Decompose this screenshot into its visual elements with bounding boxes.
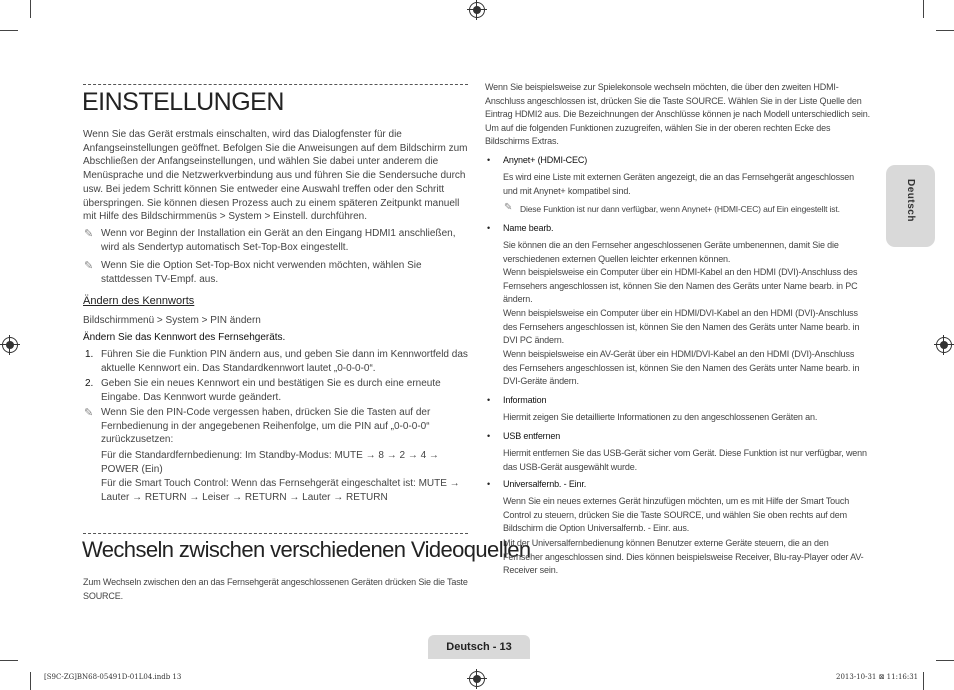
crop-mark: [0, 30, 18, 31]
item-text-name-bearb-2: Wenn beispielsweise ein Computer über ein HDMI-Kabel an den HDMI (DVI)-Anschluss des Fernsehers angeschlossen ist, können Sie den Namen des Geräts unter Name bearb. in PC ändern.: [503, 267, 858, 305]
item-title-anynet: Anynet+ (HDMI-CEC): [503, 155, 588, 165]
item-title-information: Information: [503, 395, 547, 405]
section-divider: [83, 533, 468, 534]
crop-mark: [923, 672, 924, 690]
remote-smart-touch: Für die Smart Touch Control: Wenn das Fernsehgerät eingeschaltet ist: MUTE → Lauter → RETURN → Leiser → RETURN → Lauter → RETURN: [101, 478, 460, 503]
crop-mark: [923, 0, 924, 18]
item-text-name-bearb: Sie können die an den Fernseher angeschlossenen Geräte umbenennen, damit Sie die verschiedenen externen Quellen leichter erkennen können.: [503, 240, 839, 264]
pencil-note-icon: ✎: [504, 202, 513, 213]
side-tab-label: Deutsch: [905, 179, 916, 222]
crop-mark: [936, 30, 954, 31]
pencil-note-icon: ✎: [84, 228, 94, 240]
item-text-usb: Hiermit entfernen Sie das USB-Gerät sicher vom Gerät. Diese Funktion ist nur verfügbar, wenn das USB-Gerät ausgewählt wurde.: [503, 448, 867, 472]
item-text-information: Hiermit zeigen Sie detaillierte Informationen zu den angeschlossenen Geräten an.: [503, 412, 818, 422]
step-2: Geben Sie ein neues Kennwort ein und bestätigen Sie es durch eine erneute Eingabe. Das Kennwort wurde geändert.: [101, 378, 441, 403]
switch-source-text: Zum Wechseln zwischen den an das Fernsehgerät angeschlossenen Geräten drücken Sie die Taste SOURCE.: [83, 577, 468, 601]
step-number: 1.: [85, 349, 94, 360]
page-number-tab: Deutsch - 13: [428, 635, 530, 659]
section-heading-videoquellen: Wechseln zwischen verschiedenen Videoquellen: [82, 537, 531, 562]
right-intro: Wenn Sie beispielsweise zur Spielekonsole wechseln möchten, die über den zweiten HDMI-Anschluss angeschlossen ist, drücken Sie die Taste SOURCE. Wählen Sie in der Liste Quelle den Eintrag HDMI2 aus. Die Bezeichnungen der Anschlüsse können je nach Modell unterschiedlich sein. Um auf die folgenden Funktionen zuzugreifen, wählen Sie in der oberen rechten Ecke des Bildschirms Extras.: [485, 82, 870, 147]
item-note-anynet: Diese Funktion ist nur dann verfügbar, wenn Anynet+ (HDMI-CEC) auf Ein eingestellt ist.: [520, 204, 840, 214]
intro-paragraph: Wenn Sie das Gerät erstmals einschalten, wird das Dialogfenster für die Anfangseinstellungen geöffnet. Befolgen Sie die Anweisungen auf dem Bildschirm zum Abschließen der Anfangseinstellungen, und wählen Sie dabei unter anderem die Menüsprache und die Netzwerkverbindung aus und führen Sie die Sendersuche durch usw. Bei jedem Schritt können Sie entweder eine Auswahl treffen oder den Schritt überspringen. Sie können diesen Prozess auch zu einem späteren Zeitpunkt manuell mit Hilfe des Bildschirmmenüs > System > Einstell. durchführen.: [83, 129, 468, 223]
note-set-top-box: Wenn Sie die Option Set-Top-Box nicht verwenden möchten, wählen Sie stattdessen TV-Empf. aus.: [101, 260, 422, 285]
note-hdmi1: Wenn vor Beginn der Installation ein Gerät an den Eingang HDMI1 anschließen, wird als Sendertyp automatisch Set-Top-Box eingestellt.: [101, 228, 456, 253]
bullet: •: [487, 431, 491, 441]
crop-mark: [936, 660, 954, 661]
note-pin-reset: Wenn Sie den PIN-Code vergessen haben, drücken Sie die Tasten auf der Fernbedienung in der angegebenen Reihenfolge, um die PIN auf „0-0-0-0“ zurückzusetzen:: [101, 407, 431, 446]
step-1: Führen Sie die Funktion PIN ändern aus, und geben Sie dann im Kennwortfeld das aktuelle Kennwort ein. Das Standardkennwort lautet „0-0-0-0“.: [101, 349, 468, 374]
registration-mark-icon: [469, 671, 485, 687]
registration-mark-icon: [2, 337, 18, 353]
item-text-anynet: Es wird eine Liste mit externen Geräten angezeigt, die an das Fernsehgerät angeschlossen und mit Anynet+ kompatibel sind.: [503, 172, 855, 196]
pencil-note-icon: ✎: [84, 407, 94, 419]
registration-mark-icon: [469, 2, 485, 18]
item-text-name-bearb-3: Wenn beispielsweise ein Computer über ein HDMI/DVI-Kabel an den HDMI (DVI)-Anschluss des Fernsehers angeschlossen ist, können Sie den Namen des Geräts unter Name bearb. in DVI PC ändern.: [503, 308, 860, 346]
sub-heading-kennwort: Ändern des Kennworts: [83, 295, 195, 307]
bullet: •: [487, 395, 491, 405]
pencil-note-icon: ✎: [84, 260, 94, 272]
item-text-name-bearb-4: Wenn beispielsweise ein AV-Gerät über ein HDMI/DVI-Kabel an den HDMI (DVI)-Anschluss des Fernsehers angeschlossen ist, können Sie den Namen des Geräts unter Name bearb. in DVI-Geräte ändern.: [503, 349, 860, 387]
bullet: •: [487, 223, 491, 233]
item-text-universalfernb-2: Mit der Universalfernbedienung können Benutzer externe Geräte steuern, die an den Fernseher angeschlossen sind. Dies können beispielsweise Receiver, Blu-ray-Player oder AV-Receiver sein.: [503, 538, 864, 576]
change-password-title: Ändern Sie das Kennwort des Fernsehgeräts.: [83, 332, 286, 343]
menu-path: Bildschirmmenü > System > PIN ändern: [83, 315, 261, 326]
item-text-universalfernb: Wenn Sie ein neues externes Gerät hinzufügen möchten, um es mit Hilfe der Smart Touch Control zu steuern, drücken Sie die Taste SOURCE, und wählen Sie oben rechts auf dem Bildschirm die Option Universalfernb. - Einr. aus.: [503, 496, 850, 534]
bullet: •: [487, 155, 491, 165]
crop-mark: [30, 0, 31, 18]
crop-mark: [0, 660, 18, 661]
section-heading-einstellungen: EINSTELLUNGEN: [82, 88, 284, 116]
bullet: •: [487, 479, 491, 489]
footer-date-info: 2013-10-31 ⊠ 11:16:31: [836, 673, 919, 681]
item-title-name-bearb: Name bearb.: [503, 223, 554, 233]
remote-standard: Für die Standardfernbedienung: Im Standby-Modus: MUTE → 8 → 2 → 4 → POWER (Ein): [101, 450, 439, 475]
registration-mark-icon: [936, 337, 952, 353]
step-number: 2.: [85, 378, 94, 389]
section-divider: [83, 84, 468, 85]
language-side-tab: [886, 165, 935, 247]
item-title-usb: USB entfernen: [503, 431, 561, 441]
crop-mark: [30, 672, 31, 690]
item-title-universalfernb: Universalfernb. - Einr.: [503, 479, 587, 489]
footer-file-info: [S9C-ZG]BN68-05491D-01L04.indb 13: [44, 673, 182, 681]
